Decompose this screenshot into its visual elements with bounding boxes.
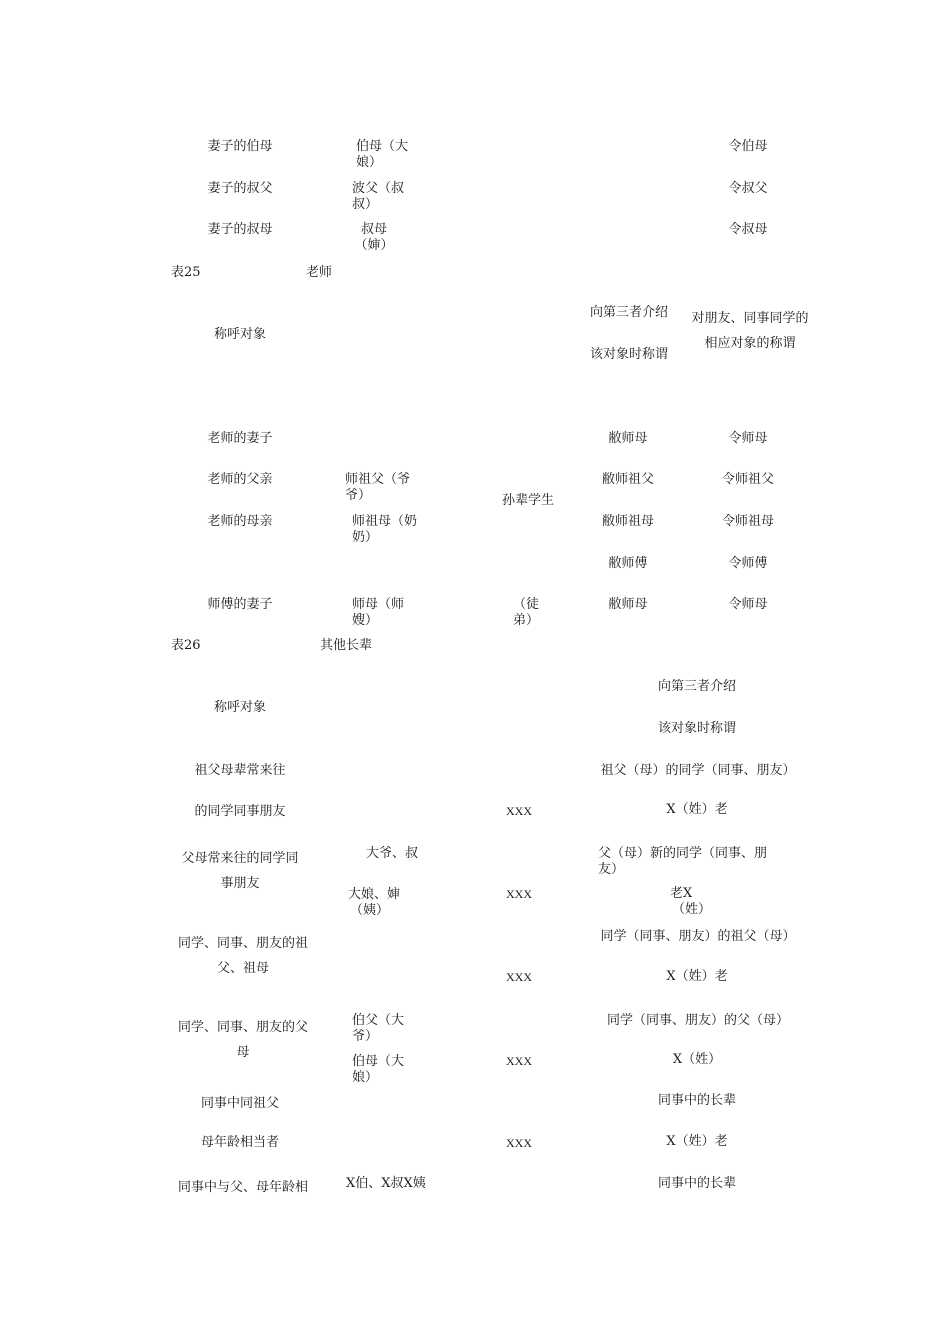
honorific-term: 令师母 xyxy=(728,431,768,446)
header-call-object: 称呼对象 xyxy=(213,327,266,342)
call-object: 妻子的叔父 xyxy=(207,181,273,196)
address-term: 师母（师 xyxy=(352,597,405,612)
header-friend-address: 相应对象的称谓 xyxy=(704,336,796,351)
intro-term: 同事中的长辈 xyxy=(657,1093,736,1108)
self-address: 孙辈学生 xyxy=(501,493,554,508)
intro-term: 同事中的长辈 xyxy=(657,1176,736,1191)
header-intro: 该对象时称谓 xyxy=(657,721,736,736)
intro-term: 祖父（母）的同学（同事、朋友） xyxy=(600,763,796,778)
address-term: 大娘、婶 xyxy=(348,887,401,902)
intro-term: 同学（同事、朋友）的父（母） xyxy=(606,1013,789,1028)
call-object: 事朋友 xyxy=(220,876,260,891)
address-term: 奶） xyxy=(352,530,379,545)
address-term: （婶） xyxy=(354,238,394,253)
header-intro: 向第三者介绍 xyxy=(589,305,668,320)
header-call-object: 称呼对象 xyxy=(213,700,266,715)
humble-term: 敝师傅 xyxy=(608,556,648,571)
honorific-term: 令叔母 xyxy=(728,222,768,237)
header-intro: 该对象时称谓 xyxy=(589,347,668,362)
call-object: 祖父母辈常来往 xyxy=(194,763,286,778)
table-title: 老师 xyxy=(306,265,333,280)
humble-term: 敝师祖父 xyxy=(601,472,654,487)
address-term: 叔） xyxy=(352,197,379,212)
call-object: 同事中同祖父 xyxy=(200,1096,279,1111)
humble-term: 敝师祖母 xyxy=(601,514,654,529)
intro-term: 友） xyxy=(598,862,625,877)
address-term: 伯父（大 xyxy=(352,1013,405,1028)
address-term: X伯、X叔X姨 xyxy=(346,1176,426,1191)
self-address: XXX xyxy=(506,970,532,984)
call-object: 父、祖母 xyxy=(216,961,269,976)
call-object: 妻子的伯母 xyxy=(207,139,273,154)
table-label: 表25 xyxy=(171,265,201,280)
call-object: 老师的母亲 xyxy=(207,514,273,529)
call-object: 妻子的叔母 xyxy=(207,222,273,237)
intro-term: X（姓）老 xyxy=(666,1134,728,1149)
table-title: 其他长辈 xyxy=(320,638,373,653)
address-term: 伯母（大 xyxy=(352,1054,405,1069)
table-label: 表26 xyxy=(171,638,201,653)
honorific-term: 令师祖母 xyxy=(721,514,774,529)
honorific-term: 令伯母 xyxy=(728,139,768,154)
call-object: 同事中与父、母年龄相 xyxy=(177,1180,308,1195)
intro-term: X（姓） xyxy=(672,1052,722,1067)
call-object: 母 xyxy=(236,1045,250,1060)
call-object: 同学、同事、朋友的父 xyxy=(177,1020,308,1035)
address-term: 大爷、叔 xyxy=(366,846,419,861)
call-object: 老师的父亲 xyxy=(207,472,273,487)
address-term: 波父（叔 xyxy=(352,181,405,196)
call-object: 同学、同事、朋友的祖 xyxy=(177,936,308,951)
intro-term: 父（母）新的同学（同事、朋 xyxy=(598,846,768,861)
address-term: （姨） xyxy=(350,903,390,918)
call-object: 师傅的妻子 xyxy=(207,597,273,612)
intro-term: X（姓）老 xyxy=(666,969,728,984)
call-object: 老师的妻子 xyxy=(207,431,273,446)
intro-term: 同学（同事、朋友）的祖父（母） xyxy=(600,929,796,944)
header-intro: 向第三者介绍 xyxy=(657,679,736,694)
intro-term: （姓） xyxy=(672,902,712,917)
self-address: XXX xyxy=(506,1054,532,1068)
address-term: 师祖母（奶 xyxy=(352,514,418,529)
honorific-term: 令师母 xyxy=(728,597,768,612)
humble-term: 敝师母 xyxy=(608,431,648,446)
self-address: （徒 xyxy=(513,597,540,612)
address-term: 师祖父（爷 xyxy=(345,472,411,487)
honorific-term: 令师祖父 xyxy=(721,472,774,487)
header-friend-address: 对朋友、同事同学的 xyxy=(691,311,809,326)
self-address: XXX xyxy=(506,1136,532,1150)
honorific-term: 令师傅 xyxy=(728,556,768,571)
intro-term: X（姓）老 xyxy=(666,802,728,817)
address-term: 爷） xyxy=(345,488,372,503)
address-term: 叔母 xyxy=(360,222,387,237)
self-address: XXX xyxy=(506,804,532,818)
call-object: 父母常来往的同学同 xyxy=(181,851,299,866)
self-address: XXX xyxy=(506,887,532,901)
humble-term: 敝师母 xyxy=(608,597,648,612)
address-term: 嫂） xyxy=(352,613,379,628)
call-object: 的同学同事朋友 xyxy=(194,804,286,819)
call-object: 母年龄相当者 xyxy=(200,1135,279,1150)
address-term: 娘） xyxy=(356,155,383,170)
self-address: 弟） xyxy=(513,613,540,628)
address-term: 娘） xyxy=(352,1070,379,1085)
honorific-term: 令叔父 xyxy=(728,181,768,196)
address-term: 伯母（大 xyxy=(356,139,409,154)
address-term: 爷） xyxy=(352,1029,379,1044)
intro-term: 老X xyxy=(670,886,693,901)
